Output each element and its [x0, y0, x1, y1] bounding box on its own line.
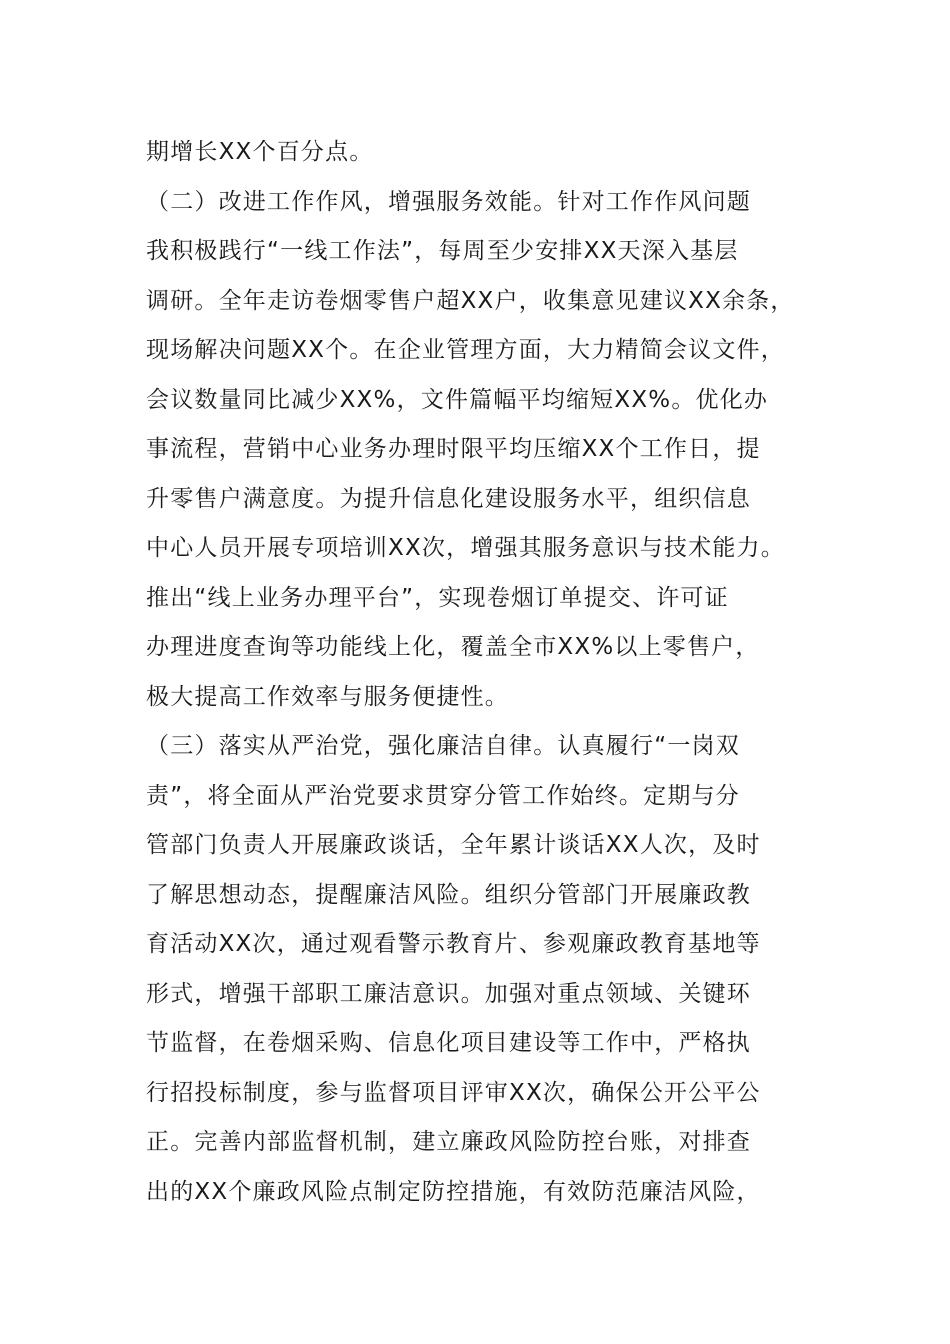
text-line: 极大提高工作效率与服务便捷性。: [146, 683, 509, 710]
text-line: 出的XX个廉政风险点制定防控措施，有效防范廉洁风险，: [146, 1178, 761, 1205]
text-line: 办理进度查询等功能线上化，覆盖全市XX%以上零售户，: [146, 634, 760, 660]
text-line: 中心人员开展专项培训XX次，增强其服务意识与技术能力。: [146, 535, 785, 561]
text-line: 节监督，在卷烟采购、信息化项目建设等工作中，严格执: [146, 1030, 751, 1056]
text-line: 管部门负责人开展廉政谈话，全年累计谈话XX人次，及时: [146, 832, 761, 858]
text-line: 事流程，营销中心业务办理时限平均压缩XX个工作日，提: [146, 436, 761, 462]
text-line: 期增长XX个百分点。: [146, 139, 374, 165]
text-line: 正。完善内部监督机制，建立廉政风险防控台账，对排查: [146, 1129, 751, 1155]
body-text: [146, 128, 826, 1217]
text-line: 升零售户满意度。为提升信息化建设服务水平，组织信息: [146, 485, 751, 512]
section-heading-line: （二）改进工作作风，增强服务效能。针对工作作风问题: [146, 188, 751, 215]
text-line: 推出“线上业务办理平台”，实现卷烟订单提交、许可证: [146, 584, 729, 611]
text-line: 育活动XX次，通过观看警示教育片、参观廉政教育基地等: [146, 931, 761, 957]
text-line: 会议数量同比减少XX%，文件篇幅平均缩短XX%。优化办: [146, 386, 769, 413]
text-line: 责”，将全面从严治党要求贯穿分管工作始终。定期与分: [146, 782, 740, 809]
text-line: 我积极践行“一线工作法”，每周至少安排XX天深入基层: [146, 238, 739, 264]
text-line: 形式，增强干部职工廉洁意识。加强对重点领域、关键环: [146, 980, 751, 1007]
text-line: 了解思想动态，提醒廉洁风险。组织分管部门开展廉政教: [146, 881, 751, 908]
text-line: 现场解决问题XX个。在企业管理方面，大力精简会议文件，: [146, 337, 785, 363]
text-line: 调研。全年走访卷烟零售户超XX户，收集意见建议XX余条，: [146, 287, 795, 314]
section-heading-line: （三）落实从严治党，强化廉洁自律。认真履行“一岗双: [146, 733, 740, 759]
text-line: 行招投标制度，参与监督项目评审XX次，确保公开公平公: [146, 1079, 761, 1106]
